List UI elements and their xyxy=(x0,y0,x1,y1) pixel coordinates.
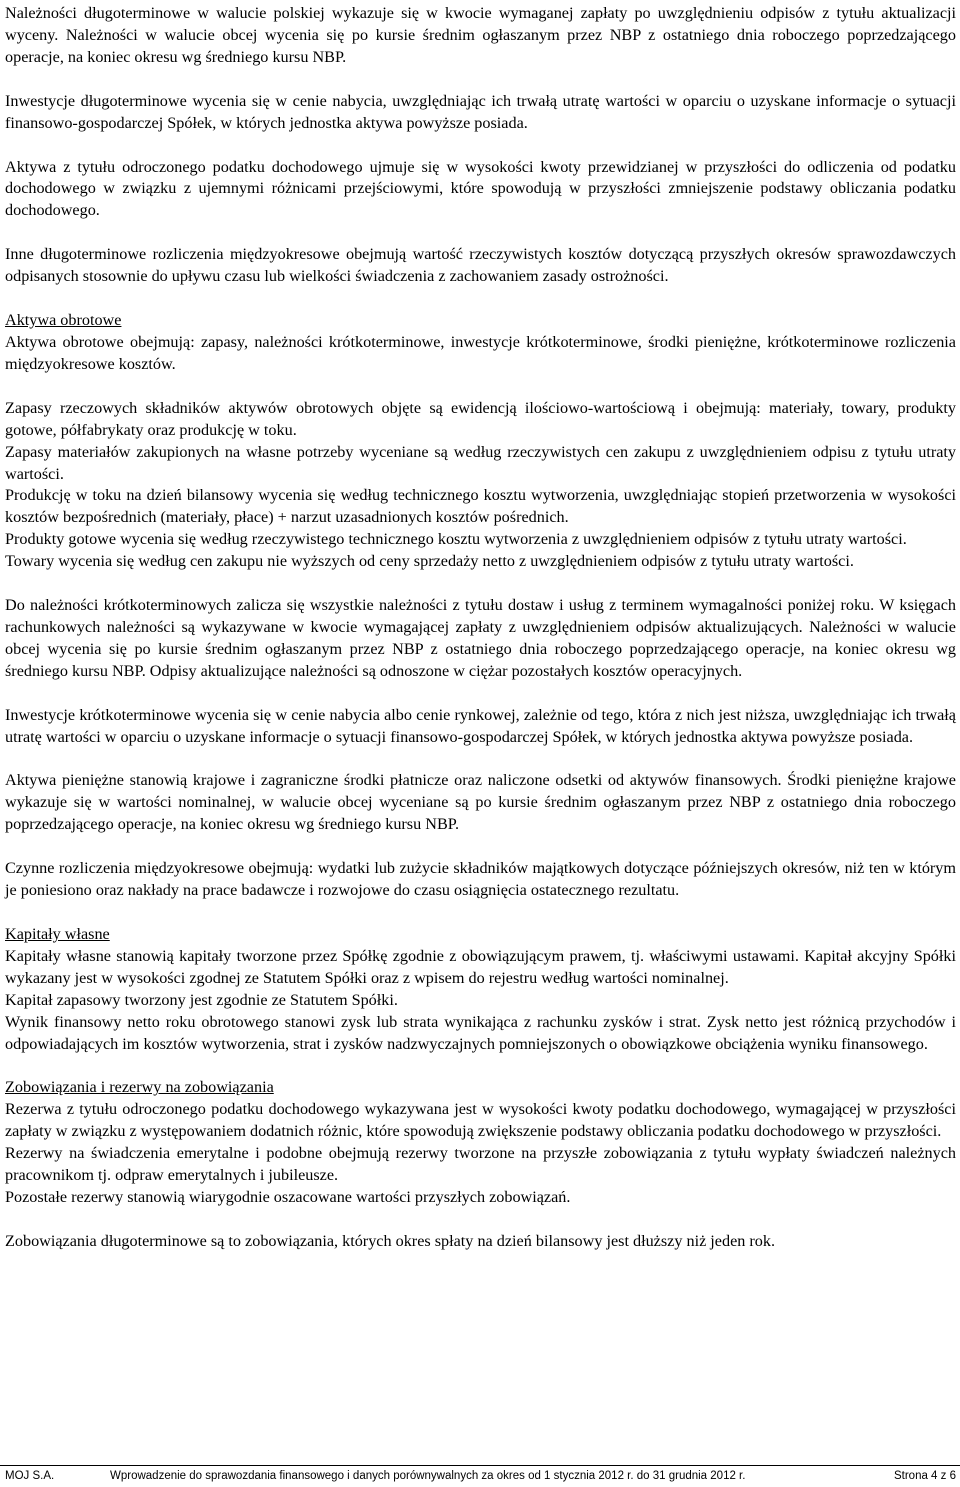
paragraph-long-term-receivables: Należności długoterminowe w walucie polskiej wykazuje się w kwocie wymaganej zapłaty po uwzględnieniu odpisów z tytułu aktualizacji wyceny. Należności w walucie obcej wycenia się po kursie średnim ogłaszanym przez NBP z ostatniego dnia roboczego poprzedzającego operacje, na koniec okresu wg średniego kursu NBP. xyxy=(5,4,956,66)
paragraph-other-long-term-accruals: Inne długoterminowe rozliczenia międzyokresowe obejmują wartość rzeczywistych kosztów dotyczącą przyszłych okresów sprawozdawczych odpisanych stosownie do upływu czasu lub wielkości świadczenia z zachowaniem zasady ostrożności. xyxy=(5,245,956,286)
paragraph-short-term-investments: Inwestycje krótkoterminowe wycenia się w cenie nabycia albo cenie rynkowej, zależnie od tego, która z nich jest niższa, uwzględniając ich trwałą utratę wartości w oparciu o uzyskane informacje o sytuacji finansowo-gospodarczej Spółek, w których jednostka aktywa powyższe posiada. xyxy=(5,705,956,746)
page-footer xyxy=(5,1469,956,1485)
footer-company: MOJ S.A. xyxy=(5,1470,55,1482)
paragraph-cash-assets: Aktywa pieniężne stanowią krajowe i zagraniczne środki płatnicze oraz naliczone odsetki od aktywów finansowych. Środki pieniężne krajowe wykazuje się w wartości nominalnej, w walucie obcej wyceniane są po kursie średnim ogłaszanym przez NBP z ostatniego dnia roboczego poprzedzającego operacje, na koniec okresu wg średniego kursu NBP. xyxy=(5,771,956,834)
heading-current-assets: Aktywa obrotowe xyxy=(5,311,122,330)
paragraph-long-term-liabilities: Zobowiązania długoterminowe są to zobowiązania, których okres spłaty na dzień bilansowy jest dłuższy niż jeden rok. xyxy=(5,1231,776,1250)
footer-divider xyxy=(0,1465,960,1466)
paragraph-goods: Towary wycenia się według cen zakupu nie wyższych od ceny sprzedaży netto z uwzględnieniem odpisów z tytułu utraty wartości. xyxy=(5,552,854,571)
heading-equity: Kapitały własne xyxy=(5,925,110,943)
paragraph-short-term-receivables: Do należności krótkoterminowych zalicza się wszystkie należności z tytułu dostaw i usług z terminem wymagalności poniżej roku. W księgach rachunkowych należności są wykazywane w kwocie wymagającej zapłaty z uwzględnieniem odpisów aktualizujących. Należności w walucie obcej wycenia się po kursie średnim ogłaszanym przez NBP z ostatniego dnia roboczego poprzedzającego operacje, na koniec okresu wg średniego kursu NBP. Odpisy aktualizujące należności są odnoszone w ciężar pozostałych kosztów operacyjnych. xyxy=(5,596,956,680)
paragraph-deferred-tax-assets: Aktywa z tytułu odroczonego podatku dochodowego ujmuje się w wysokości kwoty przewidzianej w przyszłości do odliczenia od podatku dochodowego w związku z ujemnymi różnicami przejściowymi, które spowodują w przyszłości zmniejszenie podstawy obliczania podatku dochodowego. xyxy=(5,157,956,220)
document-page xyxy=(5,3,956,1253)
paragraph-reserve-capital: Kapitał zapasowy tworzony jest zgodnie ze Statutem Spółki. xyxy=(5,990,398,1009)
paragraph-current-assets: Aktywa obrotowe obejmują: zapasy, należności krótkoterminowe, inwestycje krótkoterminowe, środki pieniężne, krótkoterminowe rozliczenia międzyokresowe kosztów. xyxy=(5,332,956,373)
paragraph-prepaid-expenses: Czynne rozliczenia międzyokresowe obejmują: wydatki lub zużycie składników majątkowych dotyczące późniejszych okresów, niż ten w którym je poniesiono oraz nakłady na prace badawcze i rozwojowe do czasu osiągnięcia ostatecznego rezultatu. xyxy=(5,859,956,900)
paragraph-inventories: Zapasy rzeczowych składników aktywów obrotowych objęte są ewidencją ilościowo-wartościową i obejmują: materiały, towary, produkty gotowe, półfabrykaty oraz produkcję w toku. xyxy=(5,398,956,439)
paragraph-deferred-tax-provision: Rezerwa z tytułu odroczonego podatku dochodowego wykazywana jest w wysokości kwoty podatku dochodowego, wymagającej w przyszłości zapłaty w związku z występowaniem dodatnich różnic, które spowodują zwiększenie podstawy obliczania podatku dochodowego w przyszłości. xyxy=(5,1100,956,1141)
paragraph-net-result: Wynik finansowy netto roku obrotowego stanowi zysk lub strata wynikająca z rachunku zysków i strat. Zysk netto jest różnicą przychodów i odpowiadających im kosztów wytworzenia, strat i zysków nadzwyczajnych pomniejszonych o obowiązkowe obciążenia wyniku finansowego. xyxy=(5,1012,956,1053)
paragraph-pension-provisions: Rezerwy na świadczenia emerytalne i podobne obejmują rezerwy tworzone na przyszłe zobowiązania z tytułu wypłaty świadczeń należnych pracownikom tj. odpraw emerytalnych i jubileusze. xyxy=(5,1144,956,1185)
paragraph-long-term-investments: Inwestycje długoterminowe wycenia się w cenie nabycia, uwzględniając ich trwałą utratę wartości w oparciu o uzyskane informacje o sytuacji finansowo-gospodarczej Spółek, w których jednostka aktywa powyższe posiada. xyxy=(5,91,956,132)
heading-liabilities-provisions: Zobowiązania i rezerwy na zobowiązania xyxy=(5,1078,274,1097)
footer-page-number: Strona 4 z 6 xyxy=(893,1470,956,1482)
paragraph-other-provisions: Pozostałe rezerwy stanowią wiarygodnie oszacowane wartości przyszłych zobowiązań. xyxy=(5,1187,571,1206)
paragraph-work-in-progress: Produkcję w toku na dzień bilansowy wycenia się według technicznego kosztu wytworzenia, uwzględniając stopień przetworzenia w wysokości kosztów bezpośrednich (materiały, płace) + narzut uzasadnionych kosztów pośrednich. xyxy=(5,486,956,527)
paragraph-finished-goods: Produkty gotowe wycenia się według rzeczywistego technicznego kosztu wytworzenia z uwzględnieniem odpisów z tytułu utraty wartości. xyxy=(5,530,907,549)
paragraph-equity: Kapitały własne stanowią kapitały tworzone przez Spółkę zgodnie z obowiązującym prawem, tj. właściwymi ustawami. Kapitał akcyjny Spółki wykazany jest w wysokości zgodnej ze Statutem Spółki oraz z wpisem do rejestru według wartości nominalnej. xyxy=(5,946,956,987)
footer-title: Wprowadzenie do sprawozdania finansowego i danych porównywalnych za okres od 1 stycznia 2012 r. do 31 grudnia 2012 r. xyxy=(110,1470,746,1482)
paragraph-materials: Zapasy materiałów zakupionych na własne potrzeby wyceniane są według rzeczywistych cen zakupu z uwzględnieniem odpisu z tytułu utraty wartości. xyxy=(5,442,956,483)
